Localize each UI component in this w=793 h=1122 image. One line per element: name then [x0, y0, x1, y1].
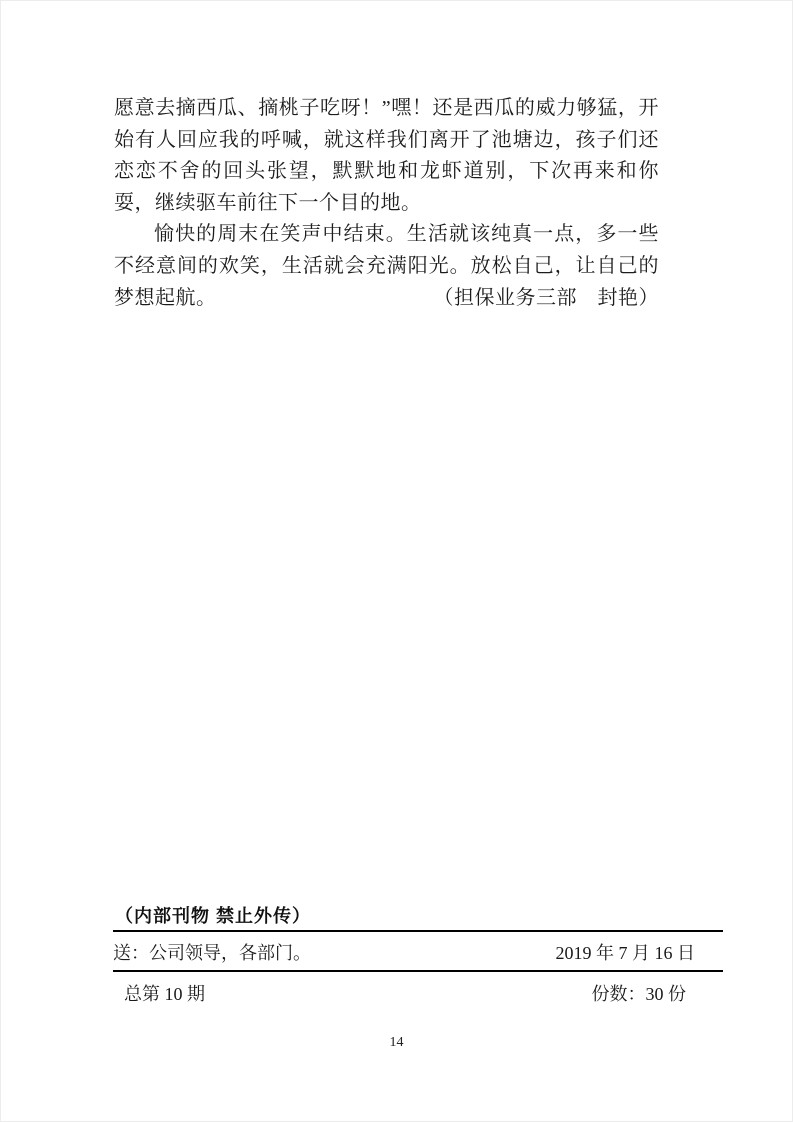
internal-publication-notice: （内部刊物 禁止外传）	[115, 906, 311, 926]
author-attribution: （担保业务三部 封艳）	[433, 286, 659, 309]
issue-row	[113, 972, 723, 1007]
issue-footer	[113, 902, 723, 1007]
distribution-list: 送：公司领导，各部门。	[113, 943, 311, 963]
distribution-row	[113, 932, 723, 970]
article-body	[114, 93, 659, 314]
page-number: 14	[389, 1035, 404, 1050]
publication-date: 2019 年 7 月 16 日	[555, 943, 695, 963]
article-paragraph-2: 愉快的周末在笑声中结束。生活就该纯真一点，多一些不经意间的欢笑，生活就会充满阳光。放松自己，让自己的梦想起航。	[114, 223, 659, 309]
issue-number: 总第 10 期	[124, 984, 205, 1004]
article-paragraph-1: 愿意去摘西瓜、摘桃子吃呀！”嘿！还是西瓜的威力够猛，开始有人回应我的呼喊，就这样我们离开了池塘边，孩子们还恋恋不舍的回头张望，默默地和龙虾道别，下次再来和你耍，继续驱车前往下一个目的地。	[114, 97, 659, 214]
copies-count: 份数：30 份	[591, 984, 686, 1004]
